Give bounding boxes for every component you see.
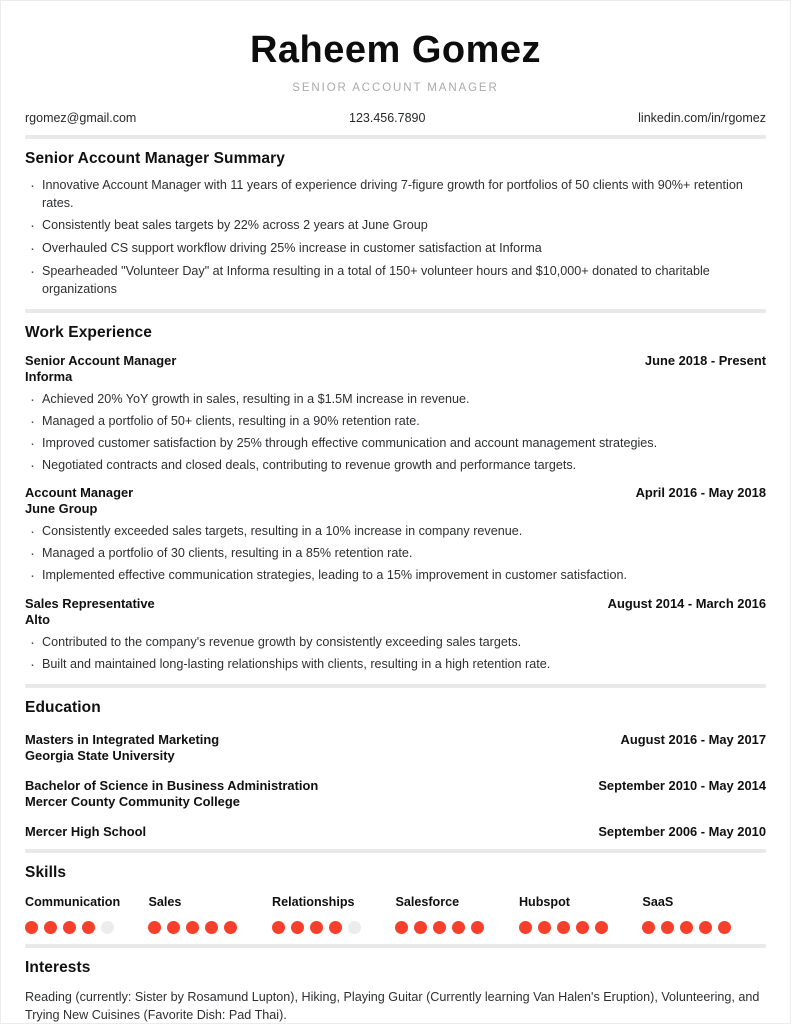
education-entry-header xyxy=(25,732,766,747)
skill-dot-filled xyxy=(186,921,199,934)
skill-dot-filled xyxy=(148,921,161,934)
skill-dot-filled xyxy=(272,921,285,934)
experience-entry-header xyxy=(25,596,766,611)
skill-rating-dots xyxy=(25,921,148,934)
interests-section xyxy=(25,948,766,1024)
list-item: · Managed a portfolio of 30 clients, resulting in a 85% retention rate. xyxy=(25,545,766,563)
list-item: · Managed a portfolio of 50+ clients, resulting in a 90% retention rate. xyxy=(25,413,766,431)
skill-dot-filled xyxy=(538,921,551,934)
skills-grid xyxy=(25,895,766,934)
education-school: Georgia State University xyxy=(25,747,175,763)
skill-dot-filled xyxy=(167,921,180,934)
experience-bullet-list xyxy=(25,391,766,475)
experience-entry xyxy=(25,353,766,475)
skill-dot-filled xyxy=(452,921,465,934)
education-section xyxy=(25,688,766,839)
experience-bullet-list xyxy=(25,634,766,674)
list-item: · Contributed to the company's revenue growth by consistently exceeding sales targets. xyxy=(25,634,766,652)
list-item: · Implemented effective communication strategies, leading to a 15% improvement in customer satisfaction. xyxy=(25,567,766,585)
skill-dot-filled xyxy=(291,921,304,934)
experience-dates: August 2014 - March 2016 xyxy=(607,596,766,612)
skill-rating-dots xyxy=(148,921,271,934)
skill-dot-empty xyxy=(348,921,361,934)
skill-dot-filled xyxy=(414,921,427,934)
list-item: · Overhauled CS support workflow driving 25% increase in customer satisfaction at Informa xyxy=(25,240,766,258)
education-dates: September 2010 - May 2014 xyxy=(598,777,766,793)
work-experience-section-title: Work Experience xyxy=(25,323,152,341)
list-item: · Innovative Account Manager with 11 years of experience driving 7-figure growth for portfolios of 50 clients with 90%+ retention rates. xyxy=(25,177,766,213)
skill-rating-dots xyxy=(642,921,765,934)
skill-rating-dots xyxy=(395,921,518,934)
skill-dot-filled xyxy=(519,921,532,934)
skill-dot-filled xyxy=(595,921,608,934)
skill-dot-filled xyxy=(699,921,712,934)
list-item: · Consistently exceeded sales targets, resulting in a 10% increase in company revenue. xyxy=(25,523,766,541)
experience-role: Senior Account Manager xyxy=(25,352,177,368)
skill-label: Sales xyxy=(148,894,182,909)
skill-dot-filled xyxy=(310,921,323,934)
education-entry xyxy=(25,778,766,809)
education-degree: Mercer High School xyxy=(25,823,147,839)
skill-dot-filled xyxy=(205,921,218,934)
skill-dot-filled xyxy=(680,921,693,934)
list-item: · Consistently beat sales targets by 22% across 2 years at June Group xyxy=(25,217,766,235)
list-item: · Achieved 20% YoY growth in sales, resulting in a $1.5M increase in revenue. xyxy=(25,391,766,409)
skill-dot-filled xyxy=(25,921,38,934)
experience-organization: Alto xyxy=(25,612,51,628)
education-dates: September 2006 - May 2010 xyxy=(598,823,766,839)
summary-bullet-list xyxy=(25,177,766,299)
skill-dot-filled xyxy=(642,921,655,934)
skill-item xyxy=(25,895,148,934)
experience-entry-header xyxy=(25,353,766,368)
interests-text: Reading (currently: Sister by Rosamund Lupton), Hiking, Playing Guitar (Currently learning Van Halen's Eruption), Volunteering, and Trying New Cuisines (Favorite Dish: Pad Thai). xyxy=(25,989,760,1023)
skill-dot-filled xyxy=(557,921,570,934)
skill-label: Communication xyxy=(25,894,121,909)
skill-label: SaaS xyxy=(642,894,674,909)
skills-section xyxy=(25,853,766,934)
experience-organization: June Group xyxy=(25,501,98,517)
education-entry-header xyxy=(25,824,766,839)
skill-item xyxy=(642,895,765,934)
experience-dates: June 2018 - Present xyxy=(644,352,766,368)
list-item: · Negotiated contracts and closed deals, contributing to revenue growth and performance targets. xyxy=(25,457,766,475)
experience-entry xyxy=(25,485,766,585)
contact-phone[interactable]: 123.456.7890 xyxy=(349,110,426,125)
skill-rating-dots xyxy=(272,921,395,934)
skill-item xyxy=(519,895,642,934)
skill-item xyxy=(395,895,518,934)
candidate-job-title: SENIOR ACCOUNT MANAGER xyxy=(292,81,499,94)
work-experience-section xyxy=(25,313,766,674)
skill-dot-filled xyxy=(395,921,408,934)
skill-dot-filled xyxy=(433,921,446,934)
skill-label: Salesforce xyxy=(395,894,460,909)
skill-dot-filled xyxy=(329,921,342,934)
experience-entry-header xyxy=(25,485,766,500)
education-degree: Masters in Integrated Marketing xyxy=(25,731,220,747)
skills-section-title: Skills xyxy=(25,863,67,881)
skill-dot-filled xyxy=(718,921,731,934)
experience-role: Account Manager xyxy=(25,485,134,501)
skill-item xyxy=(272,895,395,934)
education-entry xyxy=(25,824,766,839)
skill-dot-filled xyxy=(44,921,57,934)
education-degree: Bachelor of Science in Business Administration xyxy=(25,777,319,793)
education-school: Mercer County Community College xyxy=(25,793,240,809)
skill-dot-filled xyxy=(224,921,237,934)
skill-dot-filled xyxy=(82,921,95,934)
list-item: · Built and maintained long-lasting relationships with clients, resulting in a high retention rate. xyxy=(25,656,766,674)
education-entry-header xyxy=(25,778,766,793)
skill-dot-filled xyxy=(661,921,674,934)
experience-bullet-list xyxy=(25,523,766,585)
skill-dot-empty xyxy=(101,921,114,934)
summary-section xyxy=(25,139,766,299)
skill-dot-filled xyxy=(63,921,76,934)
interests-section-title: Interests xyxy=(25,958,91,976)
contact-email[interactable]: rgomez@gmail.com xyxy=(25,110,137,125)
education-entry xyxy=(25,732,766,763)
experience-role: Sales Representative xyxy=(25,596,155,612)
skill-label: Relationships xyxy=(271,894,355,909)
education-dates: August 2016 - May 2017 xyxy=(620,731,766,747)
experience-dates: April 2016 - May 2018 xyxy=(635,485,766,501)
contact-linkedin[interactable]: linkedin.com/in/rgomez xyxy=(638,110,766,125)
skill-label: Hubspot xyxy=(518,894,571,909)
experience-entry xyxy=(25,596,766,674)
list-item: · Improved customer satisfaction by 25% through effective communication and account management strategies. xyxy=(25,435,766,453)
skill-item xyxy=(148,895,271,934)
summary-section-title: Senior Account Manager Summary xyxy=(25,149,285,167)
education-section-title: Education xyxy=(25,698,101,716)
skill-rating-dots xyxy=(519,921,642,934)
skill-dot-filled xyxy=(471,921,484,934)
candidate-name: Raheem Gomez xyxy=(249,29,542,71)
list-item: · Spearheaded "Volunteer Day" at Informa resulting in a total of 150+ volunteer hours and $10,000+ donated to charitable organizations xyxy=(25,263,766,299)
experience-organization: Informa xyxy=(25,368,73,384)
skill-dot-filled xyxy=(576,921,589,934)
resume-header xyxy=(25,1,766,94)
contact-row xyxy=(25,111,766,125)
